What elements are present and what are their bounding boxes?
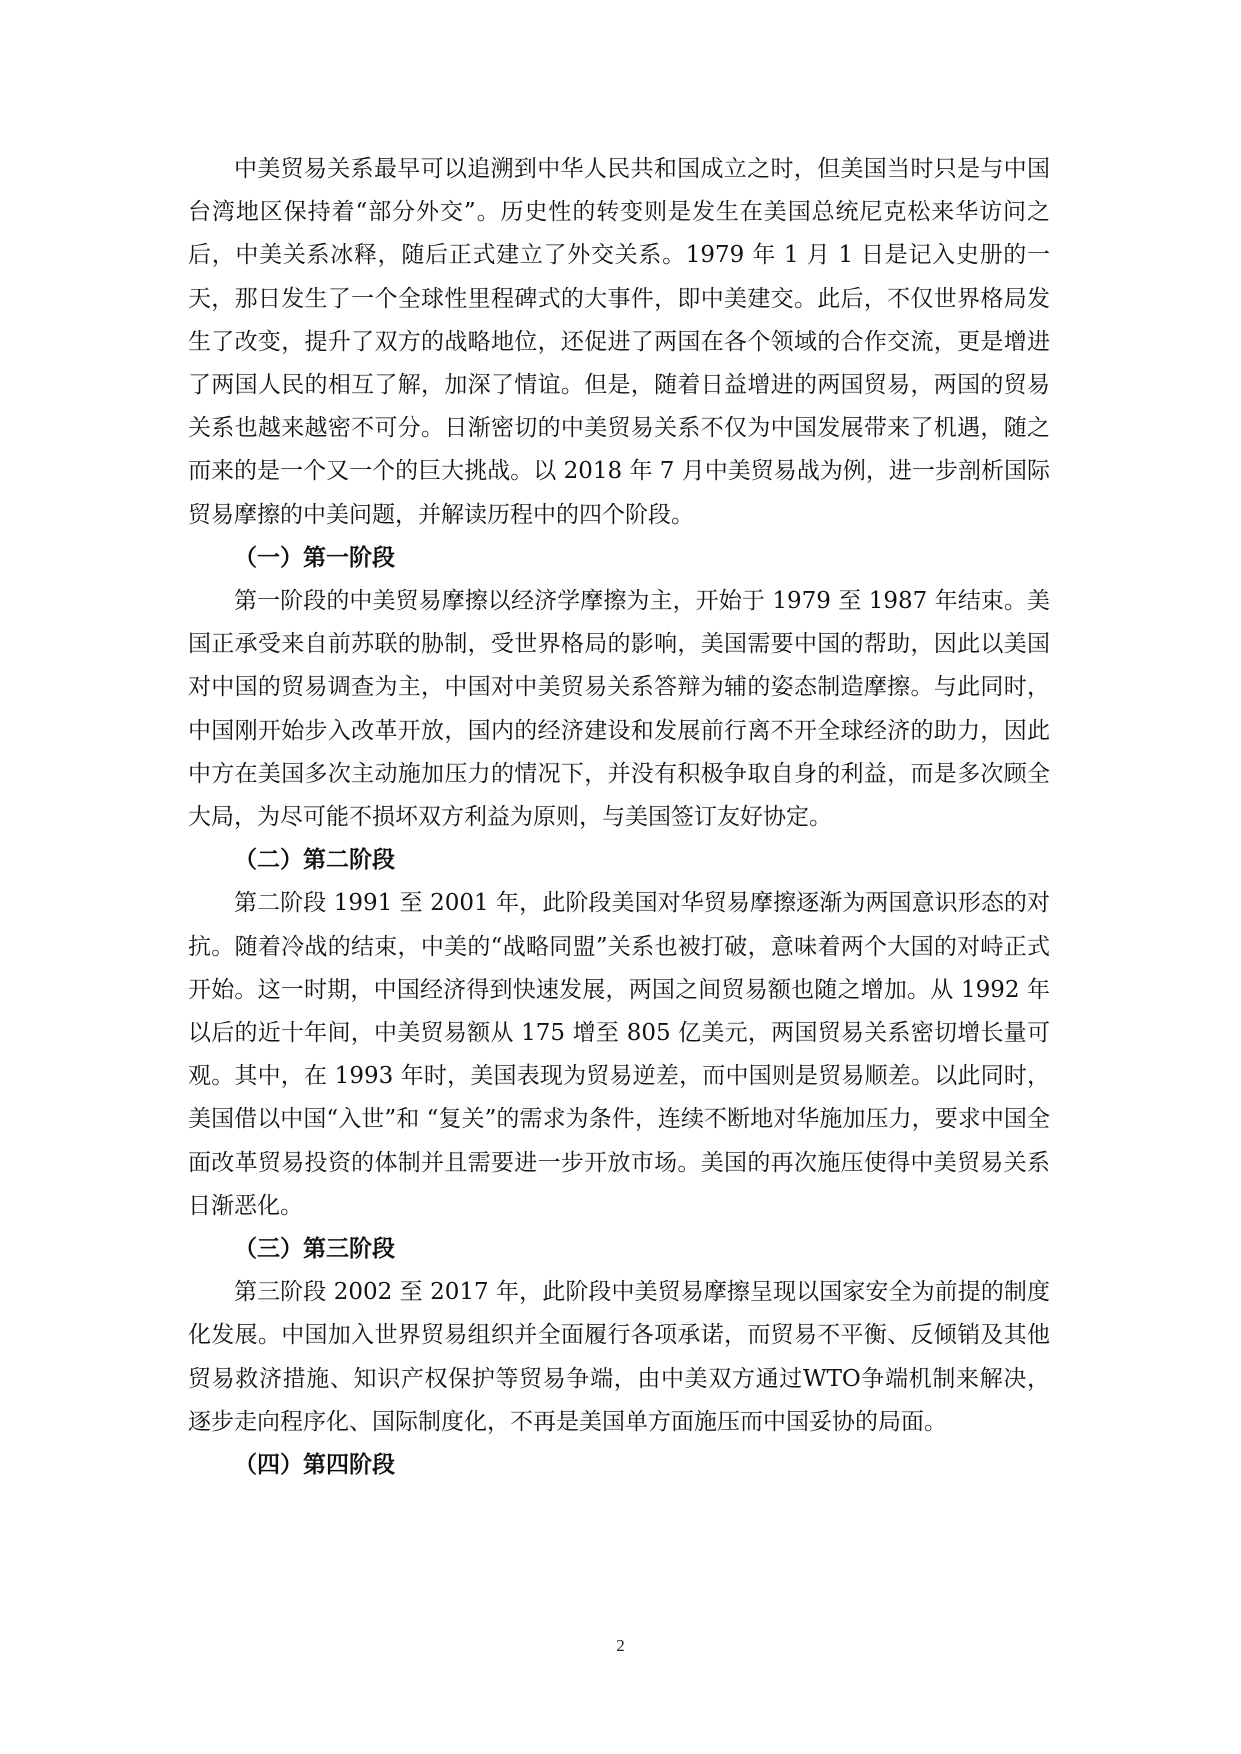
stage-3-paragraph: 第三阶段 2002 至 2017 年，此阶段中美贸易摩擦呈现以国家安全为前提的制度化发展。中国加入世界贸易组织并全面履行各项承诺，而贸易不平衡、反倾销及其他贸易救济措施、知识产权保护等贸易争端，由中美双方通过WTO争端机制来解决，逐步走向程序化、国际制度化，不再是美国单方面施压而中国妥协的局面。 [188, 1279, 1050, 1435]
section-heading-stage-4: （四）第四阶段 [234, 1452, 395, 1479]
stage-1-paragraph: 第一阶段的中美贸易摩擦以经济学摩擦为主，开始于 1979 至 1987 年结束。美国正承受来自前苏联的胁制，受世界格局的影响，美国需要中国的帮助，因此以美国对中国的贸易调查为主，中国对中美贸易关系答辩为辅的姿态制造摩擦。与此同时，中国刚开始步入改革开放，国内的经济建设和发展前行离不开全球经济的助力，因此中方在美国多次主动施加压力的情况下，并没有积极争取自身的利益，而是多次顾全大局，为尽可能不损坏双方利益为原则，与美国签订友好协定。 [188, 588, 1050, 831]
section-heading-stage-2: （二）第二阶段 [234, 847, 395, 874]
document-body [188, 148, 1050, 1487]
intro-paragraph: 中美贸易关系最早可以追溯到中华人民共和国成立之时，但美国当时只是与中国台湾地区保持着“部分外交”。历史性的转变则是发生在美国总统尼克松来华访问之后，中美关系冰释，随后正式建立了外交关系。1979 年 1 月 1 日是记入史册的一天，那日发生了一个全球性里程碑式的大事件，即中美建交。此后，不仅世界格局发生了改变，提升了双方的战略地位，还促进了两国在各个领域的合作交流，更是增进了两国人民的相互了解，加深了情谊。但是，随着日益增进的两国贸易，两国的贸易关系也越来越密不可分。日渐密切的中美贸易关系不仅为中国发展带来了机遇，随之而来的是一个又一个的巨大挑战。以 2018 年 7 月中美贸易战为例，进一步剖析国际贸易摩擦的中美问题，并解读历程中的四个阶段。 [188, 156, 1050, 528]
section-heading-stage-3: （三）第三阶段 [234, 1236, 395, 1263]
page-number: 2 [616, 1636, 625, 1655]
stage-2-paragraph: 第二阶段 1991 至 2001 年，此阶段美国对华贸易摩擦逐渐为两国意识形态的对抗。随着冷战的结束，中美的“战略同盟”关系也被打破，意味着两个大国的对峙正式开始。这一时期，中国经济得到快速发展，两国之间贸易额也随之增加。从 1992 年以后的近十年间，中美贸易额从 175 增至 805 亿美元，两国贸易关系密切增长量可观。其中，在 1993 年时，美国表现为贸易逆差，而中国则是贸易顺差。以此同时，美国借以中国“入世”和 “复关”的需求为条件，连续不断地对华施加压力，要求中国全面改革贸易投资的体制并且需要进一步开放市场。美国的再次施压使得中美贸易关系日渐恶化。 [188, 890, 1050, 1219]
section-heading-stage-1: （一）第一阶段 [234, 544, 395, 571]
